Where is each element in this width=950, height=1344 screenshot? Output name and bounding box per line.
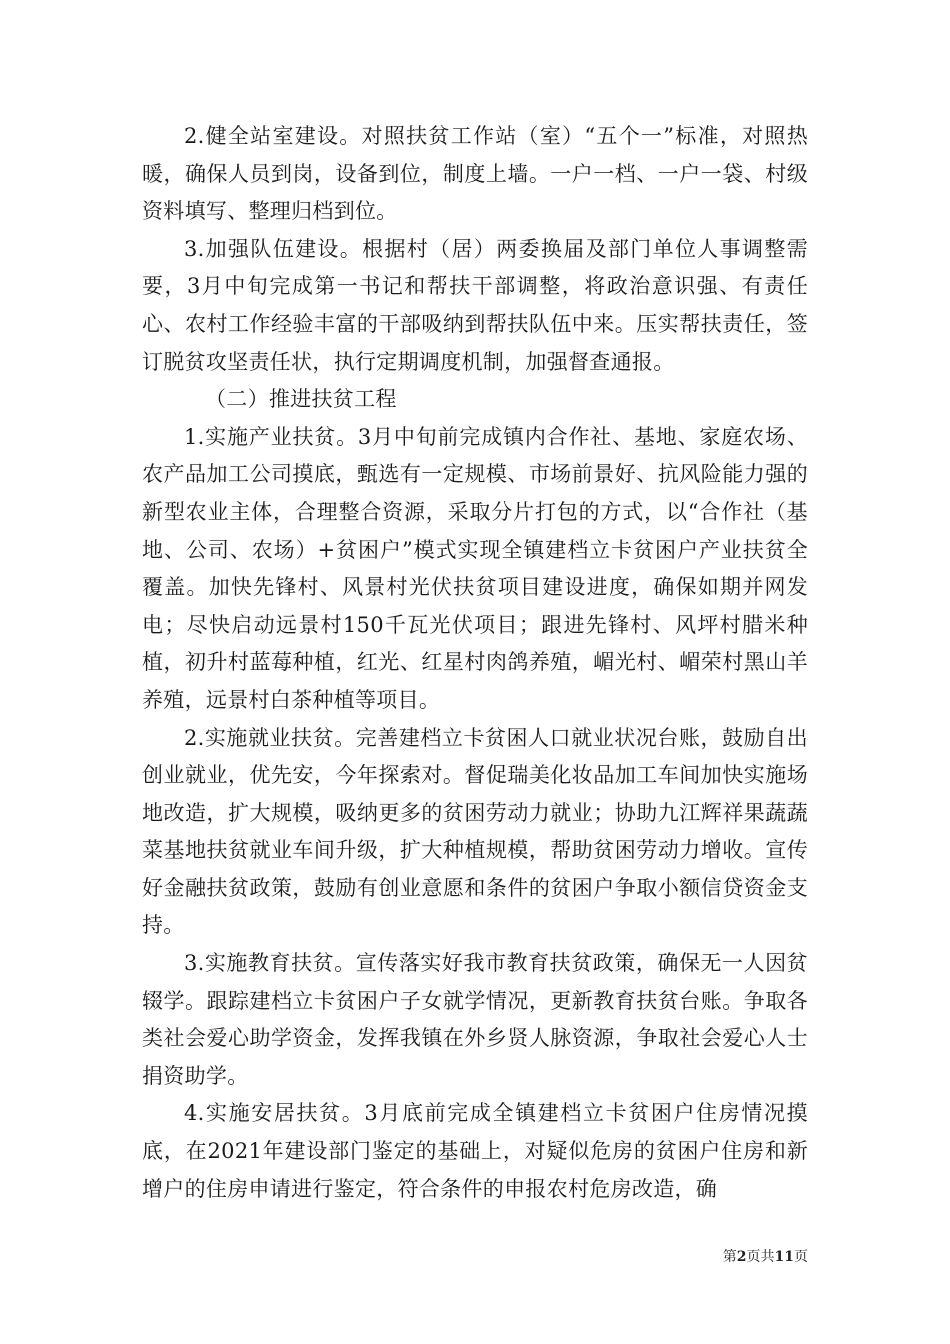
page-number-footer <box>0 1248 808 1266</box>
section-heading-poverty-projects: （二）推进扶贫工程 <box>205 387 397 412</box>
paragraph-station-construction: 2.健全站室建设。对照扶贫工作站（室）“五个一”标准，对照热暖，确保人员到岗，设备到位，制度上墙。一户一档、一户一袋、村级资料填写、整理归档到位。 <box>142 124 808 224</box>
footer-prefix: 第 <box>722 1249 737 1265</box>
paragraph-industry-poverty-alleviation: 1.实施产业扶贫。3月中旬前完成镇内合作社、基地、家庭农场、农产品加工公司摸底，甄选有一定规模、市场前景好、抗风险能力强的新型农业主体，合理整合资源，采取分片打包的方式，以“合作社（基地、公司、农场）+贫困户”模式实现全镇建档立卡贫困户产业扶贫全覆盖。加快先锋村、风景村光伏扶贫项目建设进度，确保如期并网发电；尽快启动远景村150千瓦光伏项目；跟进先锋村、风坪村腊米种植，初升村蓝莓种植，红光、红星村肉鸽养殖，嵋光村、嵋荣村黑山羊养殖，远景村白茶种植等项目。 <box>142 424 808 712</box>
paragraph-education-poverty-alleviation: 3.实施教育扶贫。宣传落实好我市教育扶贫政策，确保无一人因贫辍学。跟踪建档立卡贫困户子女就学情况，更新教育扶贫台账。争取各类社会爱心助学资金，发挥我镇在外乡贤人脉资源，争取社会爱心人士捐资助学。 <box>142 951 808 1088</box>
current-page-number: 2 <box>736 1249 747 1265</box>
paragraph-housing-poverty-alleviation: 4.实施安居扶贫。3月底前完成全镇建档立卡贫困户住房情况摸底，在2021年建设部门鉴定的基础上，对疑似危房的贫困户住房和新增户的住房申请进行鉴定，符合条件的申报农村危房改造，确 <box>142 1101 808 1201</box>
paragraph-employment-poverty-alleviation: 2.实施就业扶贫。完善建档立卡贫困人口就业状况台账，鼓励自出创业就业，优先安，今年探索对。督促瑞美化妆品加工车间加快实施场地改造，扩大规模，吸纳更多的贫困劳动力就业；协助九江辉祥果蔬蔬菜基地扶贫就业车间升级，扩大种植规模，帮助贫困劳动力增收。宣传好金融扶贫政策，鼓励有创业意愿和条件的贫困户争取小额信贷资金支持。 <box>142 725 808 938</box>
footer-suffix: 页 <box>794 1249 808 1265</box>
document-body <box>142 118 808 1208</box>
footer-middle: 页共 <box>746 1249 775 1265</box>
total-page-number: 11 <box>774 1249 794 1265</box>
paragraph-team-building: 3.加强队伍建设。根据村（居）两委换届及部门单位人事调整需要，3月中旬完成第一书记和帮扶干部调整，将政治意识强、有责任心、农村工作经验丰富的干部吸纳到帮扶队伍中来。压实帮扶责任，签订脱贫攻坚责任状，执行定期调度机制，加强督查通报。 <box>142 236 808 374</box>
